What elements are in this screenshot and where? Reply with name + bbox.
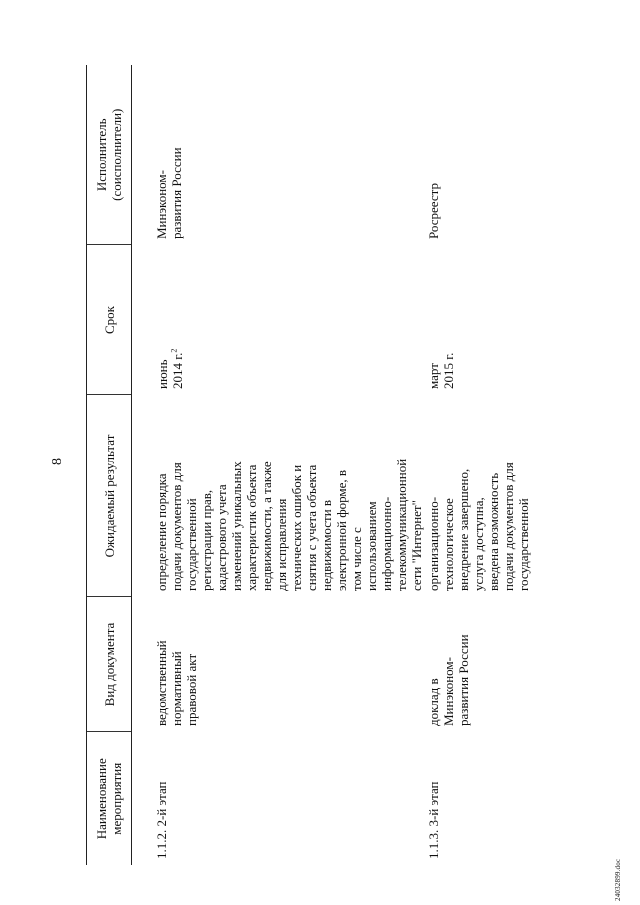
text-line: снятия с учета объекта (304, 464, 319, 591)
text-line: внедрение завершено, (456, 468, 471, 591)
text-line: Росреестр (426, 183, 441, 239)
cell-executor (424, 65, 531, 245)
text-line: ведомственный (154, 640, 169, 726)
text-line: Срок (101, 306, 117, 334)
text-line: Минэконом- (441, 657, 456, 726)
text-line: регистрации прав, (199, 489, 214, 591)
text-line: характеристик объекта (244, 464, 259, 591)
text-line: государственной (184, 498, 199, 591)
header-result (87, 395, 132, 597)
cell-term: март 2015 г. (426, 352, 456, 389)
header-name (87, 732, 132, 865)
text-line: том числе с (349, 527, 364, 591)
cell-name: 1.1.2. 2-й этап (154, 781, 169, 859)
cell-name: 1.1.3. 3-й этап (426, 781, 441, 859)
text-line: Исполнитель (94, 118, 109, 192)
cell-result (424, 395, 531, 597)
text-line: Минэконом- (154, 170, 169, 239)
text-line: Наименование (94, 758, 109, 840)
document-id: 24032899.doc (614, 858, 622, 901)
text-line: технических ошибок и (289, 464, 304, 591)
header-executor (87, 65, 132, 245)
text-line: сети "Интернет" (409, 500, 424, 591)
measures-table (86, 65, 531, 865)
text-line: информационно- (379, 496, 394, 591)
text-line: недвижимости, а также (259, 461, 274, 591)
text-line: организационно- (426, 496, 441, 591)
text-line: определение порядка (154, 473, 169, 591)
table-header-row (87, 65, 132, 865)
header-doc-type (87, 597, 132, 732)
text-line: развития России (456, 634, 471, 726)
text-line: подачи документов для (169, 462, 184, 591)
text-line: технологическое (441, 498, 456, 591)
cell-doc-type (132, 597, 425, 732)
text-line: использованием (364, 501, 379, 591)
cell-executor (132, 65, 425, 245)
text-line: электронной форме, в (334, 469, 349, 591)
table-row (132, 65, 425, 865)
text-line: для исправления (274, 498, 289, 591)
text-line: Вид документа (101, 622, 117, 707)
text-line: Ожидаемый результат (101, 434, 117, 558)
text-line: введена возможность (486, 472, 501, 591)
text-line: государственной (516, 498, 531, 591)
cell-term: июнь 2014 г.$^2$ (155, 348, 185, 389)
text-line: изменений уникальных (229, 461, 244, 591)
cell-result (132, 395, 425, 597)
text-line: недвижимости в (319, 499, 334, 591)
text-line: телекоммуникационной (394, 458, 409, 591)
text-line: нормативный (169, 651, 184, 726)
text-line: доклад в (426, 678, 441, 726)
text-line: кадастрового учета (214, 484, 229, 591)
text-line: развития России (169, 147, 184, 239)
header-term (87, 245, 132, 395)
text-line: (соисполнители) (109, 108, 124, 201)
table-row (424, 65, 531, 865)
text-line: мероприятия (109, 762, 124, 835)
page-number: 8 (50, 458, 65, 465)
text-line: подачи документов для (501, 462, 516, 591)
text-line: правовой акт (184, 653, 199, 726)
text-line: услуга доступна, (471, 497, 486, 591)
cell-doc-type (424, 597, 531, 732)
